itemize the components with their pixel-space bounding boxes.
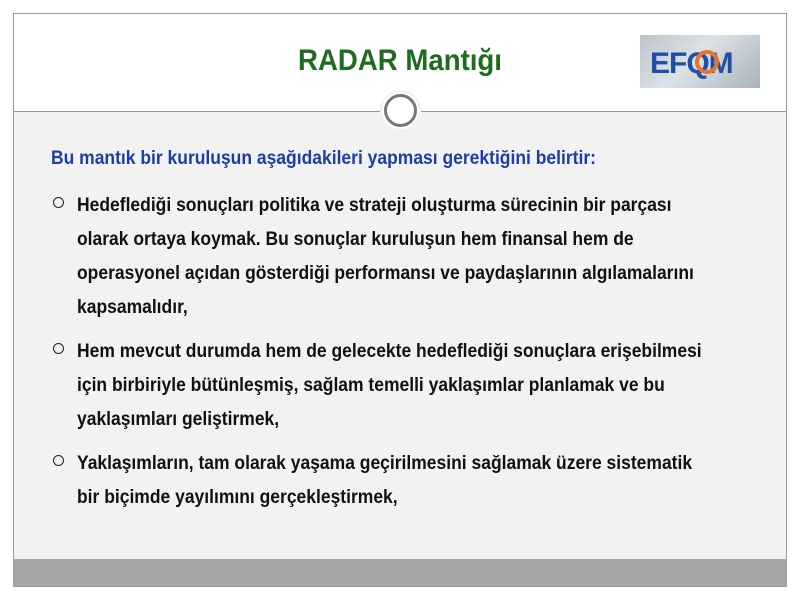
bullet-text <box>77 335 758 437</box>
bullet-line: yaklaşımları geliştirmek, <box>77 409 280 430</box>
bullet-line: operasyonel açıdan gösterdiği performansı ve paydaşlarının algılamalarını <box>77 263 694 284</box>
bullet-line: olarak ortaya koymak. Bu sonuçlar kuruluşun hem finansal hem de <box>77 229 634 250</box>
intro-text: Bu mantık bir kuruluşun aşağıdakileri yapması gerektiğini belirtir: <box>51 148 596 169</box>
footer-bar <box>14 559 786 586</box>
slide <box>13 13 787 587</box>
circle-ring-icon <box>380 90 421 131</box>
bullet-line: Hedeflediği sonuçları politika ve strateji oluşturma sürecinin bir parçası <box>77 195 672 216</box>
bullet-text <box>77 447 758 515</box>
bullet-line: kapsamalıdır, <box>77 297 188 318</box>
bullet-line: Yaklaşımların, tam olarak yaşama geçirilmesini sağlamak üzere sistematik <box>77 453 693 474</box>
hollow-circle-bullet-icon <box>53 455 64 466</box>
efqm-logo-text: EFQM <box>650 47 733 80</box>
bullet-line: bir biçimde yayılımını gerçekleştirmek, <box>77 487 398 508</box>
hollow-circle-bullet-icon <box>53 197 64 208</box>
hollow-circle-bullet-icon <box>53 343 64 354</box>
bullet-text <box>77 189 758 325</box>
slide-content <box>14 112 786 559</box>
circle-ring-inner <box>384 94 417 127</box>
slide-title: RADAR Mantığı <box>298 44 502 77</box>
efqm-logo <box>640 35 760 88</box>
bullet-line: Hem mevcut durumda hem de gelecekte hedeflediği sonuçlara erişebilmesi <box>77 341 702 362</box>
bullet-line: için birbiriyle bütünleşmiş, sağlam temelli yaklaşımlar planlamak ve bu <box>77 375 665 396</box>
